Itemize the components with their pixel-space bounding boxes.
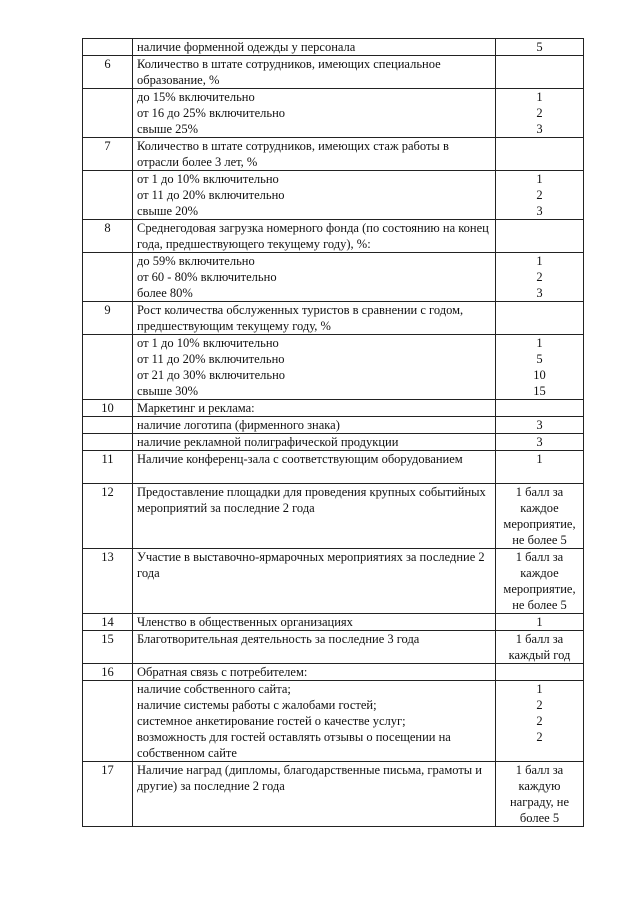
row-number <box>83 39 133 56</box>
score-value: 2 <box>536 270 543 284</box>
score-cell <box>496 614 584 631</box>
criterion-text: от 11 до 20% включительно <box>137 352 285 366</box>
criterion-text: Количество в штате сотрудников, имеющих стаж работы в отрасли более 3 лет, % <box>137 139 449 169</box>
score-value: 3 <box>536 418 543 432</box>
criterion-text: от 11 до 20% включительно <box>137 188 285 202</box>
criterion-text: Наличие конференц-зала с соответствующим оборудованием <box>137 452 463 466</box>
criterion-text: наличие рекламной полиграфической продукции <box>137 435 399 449</box>
score-value: 1 <box>536 336 543 350</box>
criterion-text: более 80% <box>137 286 193 300</box>
criterion-text: от 1 до 10% включительно <box>137 172 279 186</box>
score-value: 1 <box>536 172 543 186</box>
table-row <box>83 220 584 253</box>
criterion-text: Наличие наград (дипломы, благодарственные письма, грамоты и другие) за последние 2 года <box>137 763 483 793</box>
score-value: 1 <box>536 682 543 696</box>
score-cell <box>496 302 584 335</box>
score-cell <box>496 664 584 681</box>
criterion-text: Среднегодовая загрузка номерного фонда (по состоянию на конец года, предшествующего текущему году), %: <box>137 221 489 251</box>
criterion-text: Рост количества обслуженных туристов в сравнении с годом, предшествующим текущему году, % <box>137 303 464 333</box>
criterion-cell <box>133 400 496 417</box>
row-number <box>83 335 133 400</box>
score-value: 5 <box>536 352 543 366</box>
criterion-cell <box>133 335 496 400</box>
criterion-text: Обратная связь с потребителем: <box>137 665 308 679</box>
row-number <box>83 89 133 138</box>
table-row <box>83 56 584 89</box>
criterion-cell <box>133 762 496 827</box>
score-cell <box>496 220 584 253</box>
criterion-text: от 16 до 25% включительно <box>137 106 286 120</box>
table-row <box>83 614 584 631</box>
criterion-cell <box>133 451 496 484</box>
criterion-text: свыше 30% <box>137 384 199 398</box>
criterion-text: наличие форменной одежды у персонала <box>137 40 356 54</box>
criterion-cell <box>133 681 496 762</box>
score-value: 15 <box>533 384 546 398</box>
criterion-text: Количество в штате сотрудников, имеющих специальное образование, % <box>137 57 441 87</box>
criterion-text: свыше 20% <box>137 204 199 218</box>
score-value: 5 <box>536 40 543 54</box>
criterion-cell <box>133 664 496 681</box>
table-row <box>83 664 584 681</box>
score-value: 1 <box>536 615 543 629</box>
row-number <box>83 253 133 302</box>
row-number: 11 <box>83 451 133 484</box>
row-number: 16 <box>83 664 133 681</box>
criterion-text: свыше 25% <box>137 122 199 136</box>
row-number: 8 <box>83 220 133 253</box>
criterion-cell <box>133 89 496 138</box>
row-number: 7 <box>83 138 133 171</box>
table-row <box>83 253 584 302</box>
score-cell <box>496 549 584 614</box>
table-row <box>83 400 584 417</box>
criterion-cell <box>133 631 496 664</box>
criterion-cell <box>133 56 496 89</box>
criterion-cell <box>133 549 496 614</box>
table-row <box>83 39 584 56</box>
score-value: 3 <box>536 435 543 449</box>
criterion-text: Членство в общественных организациях <box>137 615 353 629</box>
criterion-text: до 15% включительно <box>137 90 255 104</box>
row-number <box>83 681 133 762</box>
score-value: 10 <box>533 368 546 382</box>
table-row <box>83 762 584 827</box>
score-value: 2 <box>536 730 543 744</box>
score-value: 2 <box>536 106 543 120</box>
table-row <box>83 417 584 434</box>
score-cell <box>496 417 584 434</box>
criterion-cell <box>133 484 496 549</box>
table-row <box>83 484 584 549</box>
score-value: 3 <box>536 122 543 136</box>
criterion-cell <box>133 138 496 171</box>
row-number <box>83 171 133 220</box>
score-value: 1 балл за каждое мероприятие, не более 5 <box>503 550 576 612</box>
score-cell <box>496 484 584 549</box>
score-value: 2 <box>536 714 543 728</box>
criterion-cell <box>133 39 496 56</box>
criterion-text: Предоставление площадки для проведения крупных событийных мероприятий за последние 2 года <box>137 485 486 515</box>
score-cell <box>496 89 584 138</box>
score-cell <box>496 400 584 417</box>
score-value: 1 <box>536 254 543 268</box>
criterion-text: возможность для гостей оставлять отзывы о посещении на собственном сайте <box>137 730 451 760</box>
row-number: 17 <box>83 762 133 827</box>
row-number: 6 <box>83 56 133 89</box>
row-number <box>83 417 133 434</box>
score-value: 1 балл за каждую награду, не более 5 <box>509 763 569 825</box>
table-row <box>83 302 584 335</box>
criterion-text: от 21 до 30% включительно <box>137 368 286 382</box>
criterion-cell <box>133 417 496 434</box>
score-cell <box>496 335 584 400</box>
score-cell <box>496 451 584 484</box>
score-value: 3 <box>536 286 543 300</box>
score-cell <box>496 434 584 451</box>
criterion-text: наличие логотипа (фирменного знака) <box>137 418 340 432</box>
criterion-cell <box>133 302 496 335</box>
table-row <box>83 631 584 664</box>
criterion-cell <box>133 253 496 302</box>
criterion-cell <box>133 171 496 220</box>
score-cell <box>496 138 584 171</box>
row-number: 9 <box>83 302 133 335</box>
criteria-table <box>82 38 584 827</box>
score-value: 1 <box>536 90 543 104</box>
row-number: 13 <box>83 549 133 614</box>
score-cell <box>496 762 584 827</box>
criterion-text: наличие системы работы с жалобами гостей; <box>137 698 377 712</box>
table-row <box>83 451 584 484</box>
table-row <box>83 549 584 614</box>
criterion-text: Благотворительная деятельность за последние 3 года <box>137 632 420 646</box>
criterion-text: системное анкетирование гостей о качестве услуг; <box>137 714 406 728</box>
score-cell <box>496 39 584 56</box>
row-number: 12 <box>83 484 133 549</box>
criterion-cell <box>133 434 496 451</box>
score-cell <box>496 681 584 762</box>
score-cell <box>496 56 584 89</box>
table-row <box>83 138 584 171</box>
criteria-table-body <box>83 39 584 827</box>
criterion-text: от 60 - 80% включительно <box>137 270 277 284</box>
table-row <box>83 434 584 451</box>
row-number <box>83 434 133 451</box>
table-row <box>83 335 584 400</box>
table-row <box>83 171 584 220</box>
score-cell <box>496 171 584 220</box>
criterion-text: до 59% включительно <box>137 254 255 268</box>
score-cell <box>496 253 584 302</box>
table-row <box>83 89 584 138</box>
criterion-cell <box>133 220 496 253</box>
row-number: 14 <box>83 614 133 631</box>
score-value: 1 <box>536 452 543 466</box>
score-value: 3 <box>536 204 543 218</box>
criterion-text: от 1 до 10% включительно <box>137 336 279 350</box>
score-cell <box>496 631 584 664</box>
table-row <box>83 681 584 762</box>
row-number: 10 <box>83 400 133 417</box>
score-value: 1 балл за каждый год <box>508 632 571 662</box>
score-value: 2 <box>536 698 543 712</box>
criterion-cell <box>133 614 496 631</box>
score-value: 2 <box>536 188 543 202</box>
criterion-text: Маркетинг и реклама: <box>137 401 255 415</box>
criterion-text: Участие в выставочно-ярмарочных мероприятиях за последние 2 года <box>137 550 485 580</box>
row-number: 15 <box>83 631 133 664</box>
score-value: 1 балл за каждое мероприятие, не более 5 <box>503 485 576 547</box>
criterion-text: наличие собственного сайта; <box>137 682 291 696</box>
